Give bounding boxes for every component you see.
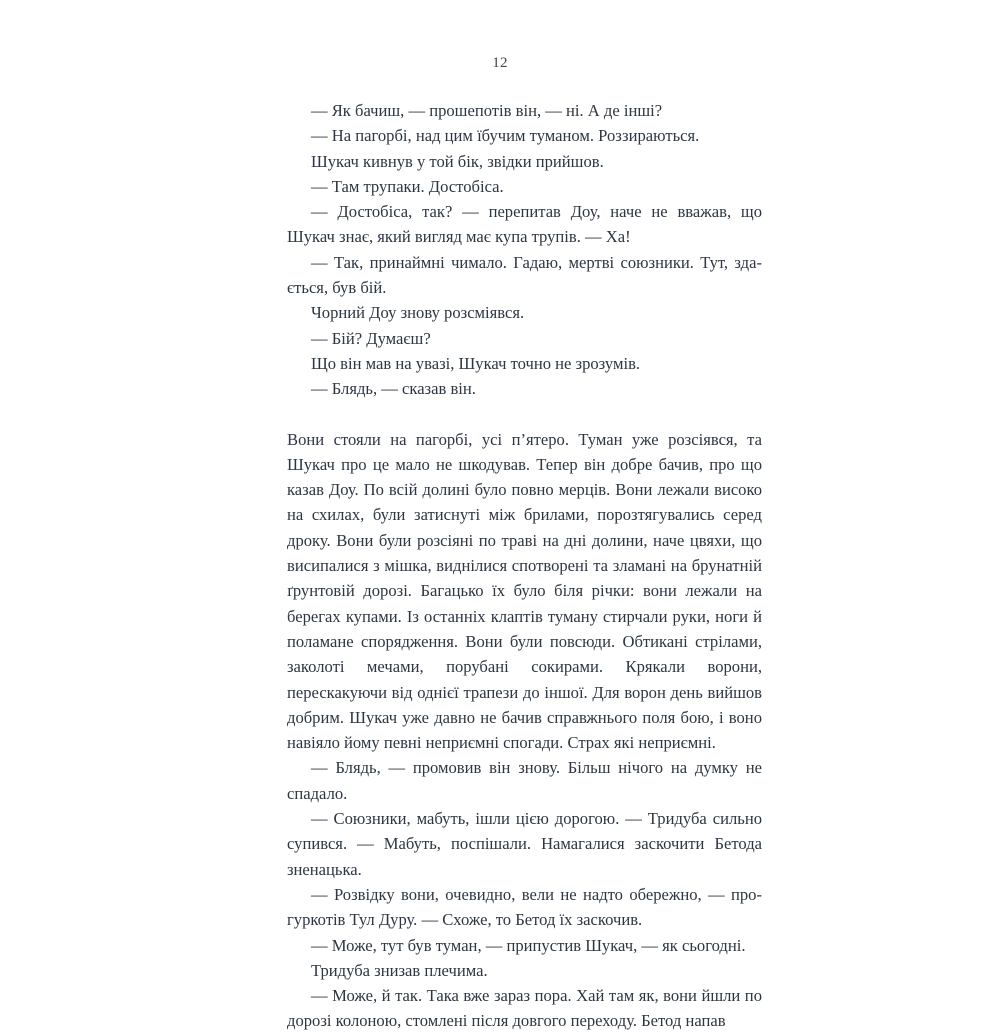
- paragraph: — Союзники, мабуть, ішли цією дорогою. — Тридуба сильно супився. — Мабуть, поспішали. Намагалися заскочити Бетода зненацька.: [287, 809, 762, 879]
- paragraph: — Розвідку вони, очевидно, вели не надто обережно, — прогуркотів Тул Дуру. — Схоже, то Бетод їх заскочив.: [287, 884, 762, 930]
- paragraph-break: [287, 402, 762, 427]
- paragraph: — Бій? Думаєш?: [311, 328, 431, 348]
- page-number: 12: [492, 55, 508, 71]
- paragraph: — Блядь, — промовив він знову. Більш нічого на думку не спадало.: [287, 758, 762, 803]
- paragraph: — Як бачиш, — прошепотів він, — ні. А де інші?: [311, 101, 663, 120]
- paragraph: — Може, й так. Така вже зараз пора. Хай там як, вони йшли по дорозі колоною, стомлені після довгого переходу. Бетод напав: [287, 986, 762, 1031]
- paragraph: — Блядь, — сказав він.: [311, 379, 476, 399]
- paragraph: — Може, тут був туман, — припустив Шукач, — як сьогодні.: [311, 935, 746, 955]
- paragraph: Вони стояли на пагорбі, усі п’ятеро. Туман уже розсіявся, та Шукач про це мало не шкодував. Тепер він добре бачив, про що казав Доу. По всій долині було повно мерців. Вони лежали високо на схилах, були затиснуті між брилами, порозтягувались серед дроку. Вони були розсіяні по траві на дні долини, наче цвяхи, що висипалися з мішка, виднілися спотворені та зламані на брунатній ґрунтовій дорозі. Багацько їх було біля річки: вони лежали на берегах купами. Із останніх клаптів туману стирчали руки, ноги й поламане спорядження. Вони були повсюди. Обтикані стрілами, заколоті мечами, порубані сокирами. Крякали ворони, перескакуючи від однієї трапези до іншої. Для ворон день вийшов добрим. Шукач уже давно не бачив справжнього поля бою, і воно навіяло йому певні неприємні спогади. Страх які неприємні.: [287, 429, 762, 753]
- paragraph: — На пагорбі, над цим їбучим туманом. Роззираються.: [311, 126, 700, 146]
- paragraph: Тридуба знизав плечима.: [311, 960, 488, 980]
- page-text-body: [287, 98, 762, 1034]
- paragraph: Шукач кивнув у той бік, звідки прийшов.: [311, 151, 604, 171]
- paragraph: — Там трупаки. Достобіса.: [311, 176, 504, 196]
- paragraph: Чорний Доу знову розсміявся.: [311, 303, 525, 323]
- paragraph: — Так, принаймні чимало. Гадаю, мертві союзники. Тут, здається, був бій.: [287, 252, 762, 298]
- paragraph: Що він мав на увазі, Шукач точно не зрозумів.: [311, 353, 641, 373]
- paragraph: — Достобіса, так? — перепитав Доу, наче не вважав, що Шукач знає, який вигляд має купа трупів. — Ха!: [287, 202, 762, 247]
